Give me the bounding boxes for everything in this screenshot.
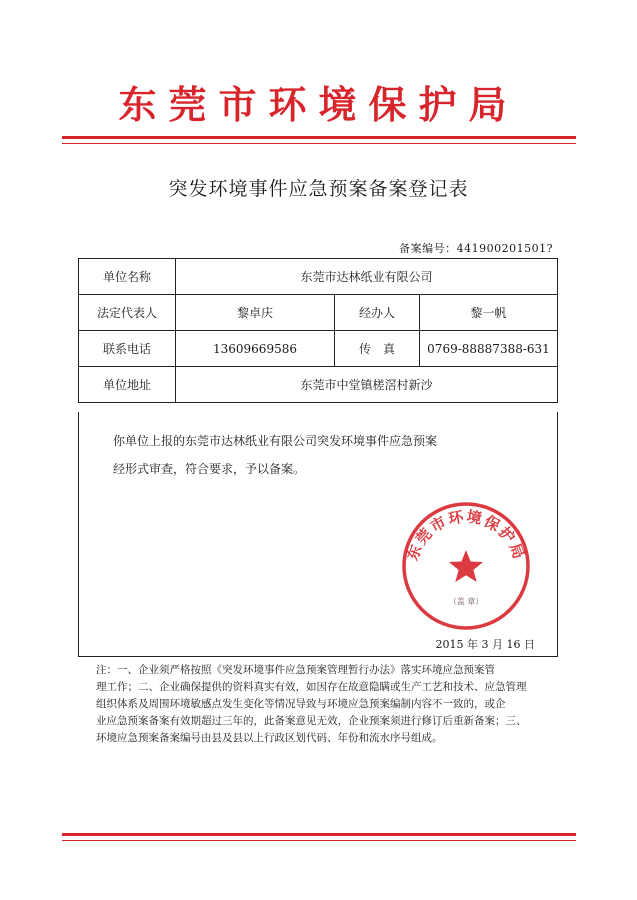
approval-text-2: 经形式审查，符合要求，予以备案。 [113,462,306,476]
table-row [79,367,558,403]
registration-table [78,258,558,403]
agency-header: 东莞市环境保护局 [118,82,519,127]
handler-label: 经办人 [335,295,420,331]
footnote-line: 理工作；二、企业确保提供的资料真实有效，如因存在故意隐瞒或生产工艺和技术、应急管理 [96,681,527,693]
official-seal [400,500,532,632]
approval-date: 2015 年 3 月 16 日 [435,638,535,651]
unit-name-value: 东莞市达林纸业有限公司 [176,259,558,295]
footnote-line: 环境应急预案备案编号由县及县以上行政区划代码、年份和流水序号组成。 [96,732,443,744]
footnote [96,662,542,747]
fax-label: 传 真 [335,331,420,367]
header-rule-thin [62,143,576,144]
phone-value: 13609669586 [176,331,335,367]
table-row [79,331,558,367]
seal-sub: （盖 章） [448,597,484,606]
approval-text-1: 你单位上报的东莞市达林纸业有限公司突发环境事件应急预案 [113,434,438,448]
seal-star-icon [449,550,483,582]
address-value: 东莞市中堂镇槎滘村新沙 [176,367,558,403]
footer-rule-thick [62,833,576,836]
seal-text: 东莞市环境保护局 [403,507,529,563]
filing-number: 备案编号：441900201501? [399,242,553,255]
legal-rep-label: 法定代表人 [79,295,176,331]
footnote-line: 注：一、企业须严格按照《突发环境事件应急预案管理暂行办法》落实环境应急预案管 [96,664,495,676]
handler-value: 黎一帆 [420,295,558,331]
unit-name-label: 单位名称 [79,259,176,295]
table-row [79,295,558,331]
footnote-line: 业应急预案备案有效期超过三年的，此备案意见无效，企业预案须进行修订后重新备案；三、 [96,715,527,727]
table-row [79,259,558,295]
fax-value: 0769-88887388-631 [420,331,558,367]
header-rule-thick [62,136,576,139]
phone-label: 联系电话 [79,331,176,367]
footer-rule-thin [62,840,576,841]
document-title: 突发环境事件应急预案备案登记表 [168,178,469,200]
footnote-line: 组织体系及周围环境敏感点发生变化等情况导致与环境应急预案编制内容不一致的，或企 [96,698,506,710]
legal-rep-value: 黎卓庆 [176,295,335,331]
address-label: 单位地址 [79,367,176,403]
